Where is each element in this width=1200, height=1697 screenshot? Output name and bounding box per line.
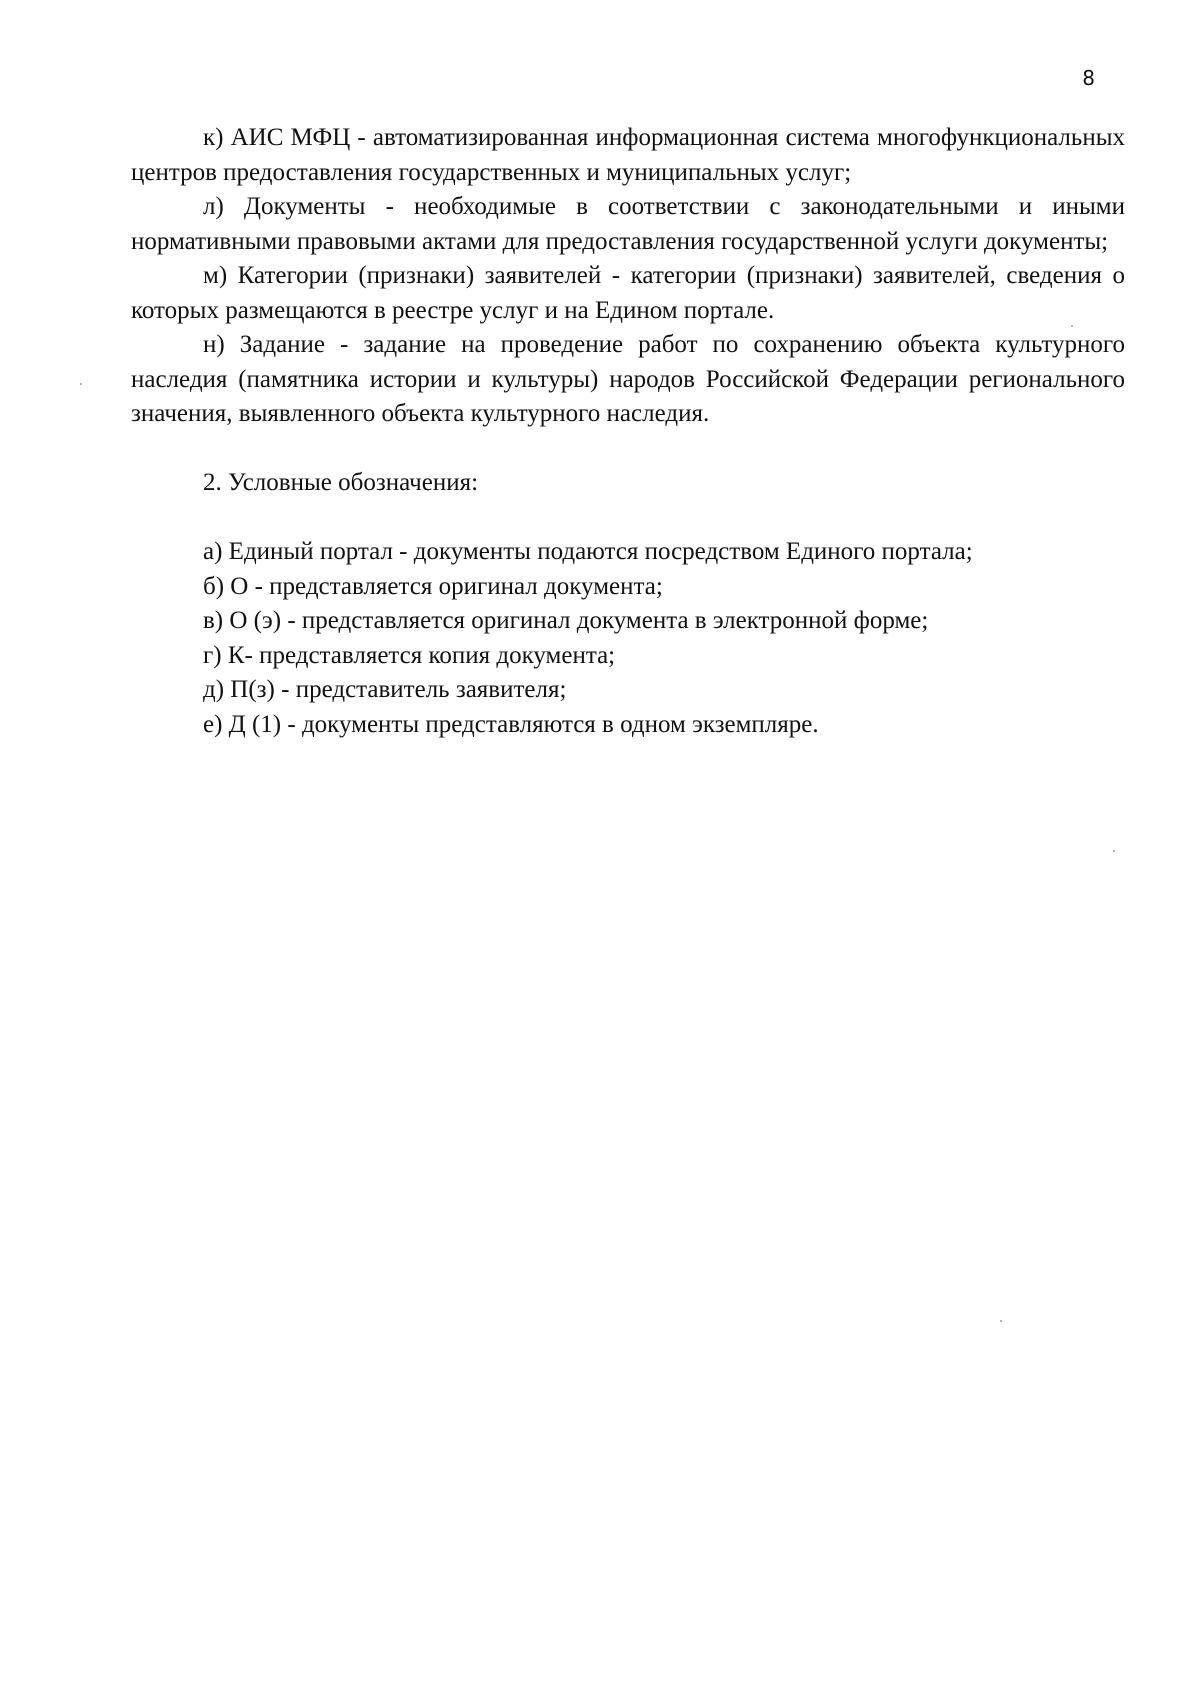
definition-l: л) Документы - необходимые в соответствии с законодательными и иными нормативными правовыми актами для предоставления государственной услуги документы; [131,193,1125,255]
legend-item-v: в) О (э) - представляется оригинал документа в электронной форме; [203,607,929,634]
scan-speck [1000,1320,1002,1322]
scan-speck [1113,850,1115,852]
definition-m: м) Категории (признаки) заявителей - категории (признаки) заявителей, сведения о которых размещаются в реестре услуг и на Едином портале. [131,262,1125,324]
legend-item-d: д) П(з) - представитель заявителя; [203,676,567,703]
legend-item-b: б) О - представляется оригинал документа; [203,572,663,600]
definition-k: к) АИС МФЦ - автоматизированная информационная система многофункциональных центров предоставления государственных и муниципальных услуг; [131,124,1125,186]
document-body [131,121,1125,742]
section-heading: 2. Условные обозначения: [203,468,479,496]
definition-n: н) Задание - задание на проведение работ по сохранению объекта культурного наследия (памятника истории и культуры) народов Российской Федерации регионального значения, выявленного объекта культурного наследия. [131,331,1125,427]
legend-item-a: а) Единый портал - документы подаются посредством Единого портала; [203,538,973,565]
page-number: 8 [1082,66,1095,90]
scan-speck [1071,325,1073,327]
legend-list [131,535,1125,742]
scan-speck [80,383,82,385]
legend-item-g: г) К- представляется копия документа; [203,641,616,669]
legend-item-e: е) Д (1) - документы представляются в одном экземпляре. [203,710,819,738]
